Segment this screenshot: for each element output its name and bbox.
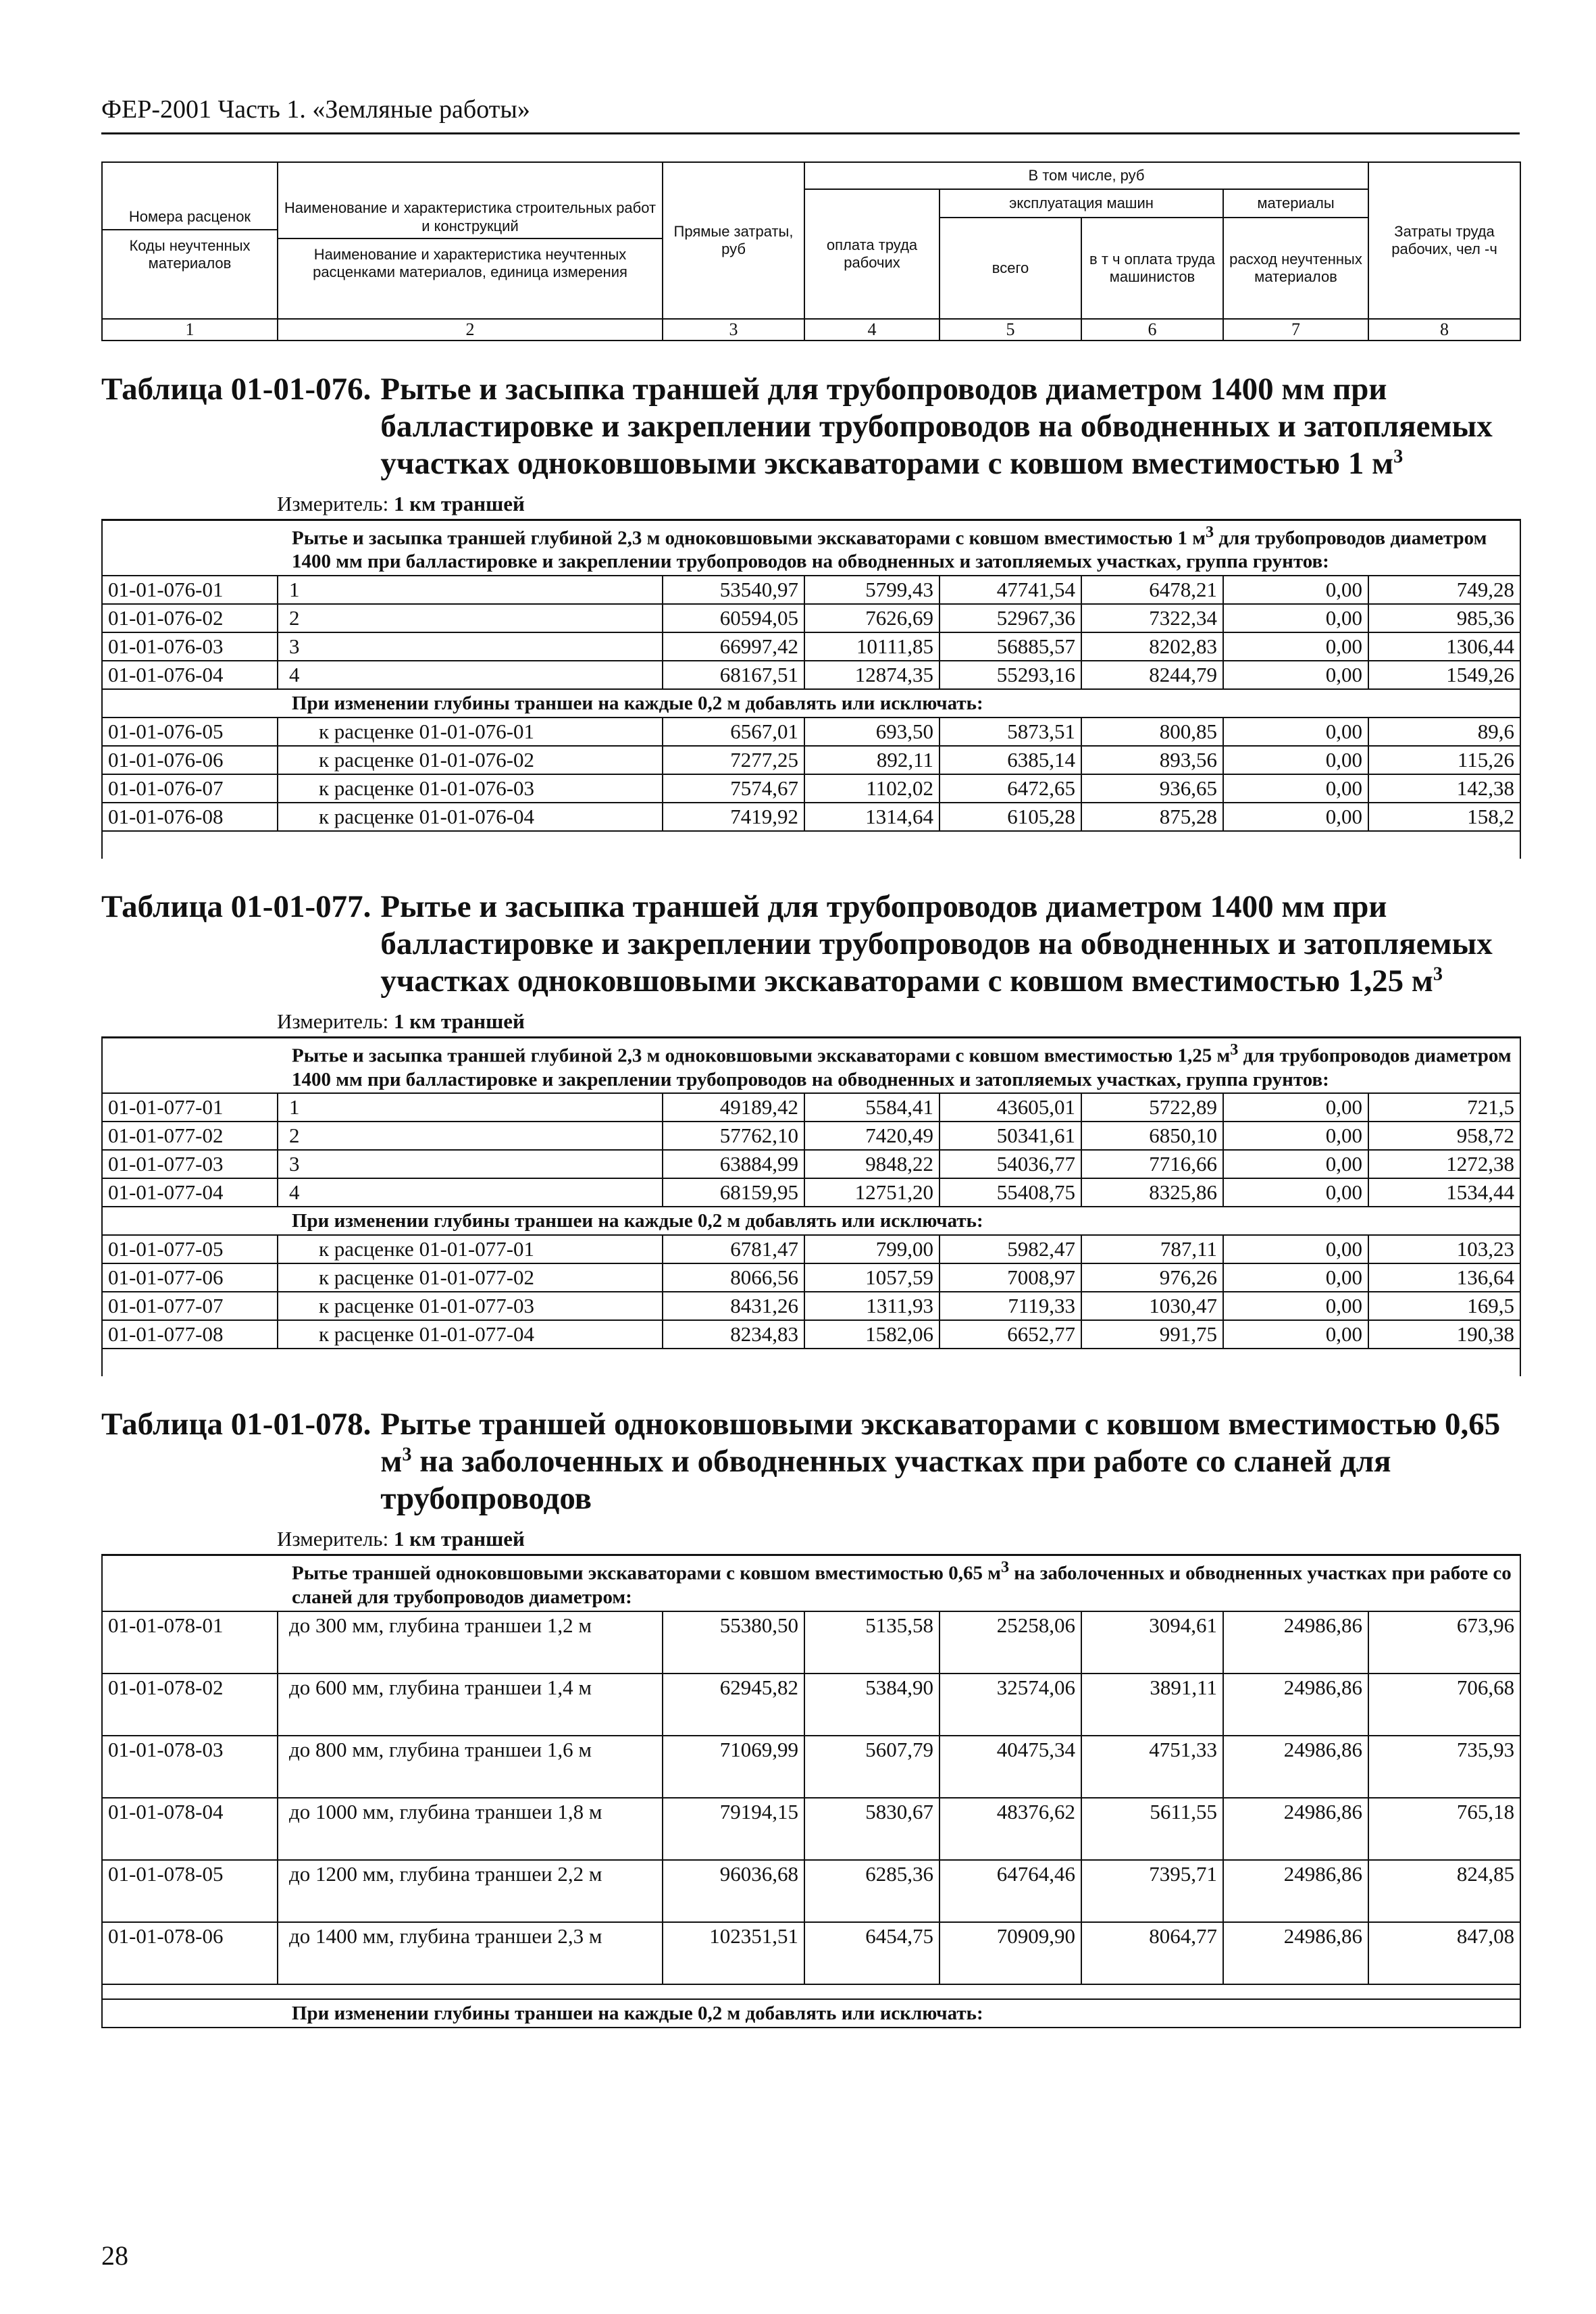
cell: 6478,21 [1081,576,1223,604]
cell: 71069,99 [663,1736,804,1798]
rate-table-section [101,1406,1520,2028]
cell: 0,00 [1223,774,1368,803]
cell: 2 [278,604,663,632]
table-row [102,803,1520,831]
cell: 1311,93 [804,1292,939,1320]
cell: 958,72 [1368,1122,1520,1150]
table-row [102,718,1520,746]
cell: 6105,28 [939,803,1081,831]
cell: 5611,55 [1081,1798,1223,1860]
cell: к расценке 01-01-077-04 [278,1320,663,1349]
table-row [102,604,1520,632]
cell: 976,26 [1081,1263,1223,1292]
cell: 68167,51 [663,661,804,689]
cell: к расценке 01-01-076-02 [278,746,663,774]
cell: 3 [278,632,663,661]
cell: 6385,14 [939,746,1081,774]
cell: 6454,75 [804,1922,939,1984]
cell: 7322,34 [1081,604,1223,632]
cell: 5584,41 [804,1093,939,1122]
cell: 79194,15 [663,1798,804,1860]
table-number: Таблица 01-01-078. [101,1407,371,1442]
cell: 0,00 [1223,632,1368,661]
cell: 5799,43 [804,576,939,604]
table-title [101,371,1520,482]
table-row [102,1292,1520,1320]
cell: 1314,64 [804,803,939,831]
cell: 66997,42 [663,632,804,661]
cell: 7277,25 [663,746,804,774]
cell: 5873,51 [939,718,1081,746]
cell: 824,85 [1368,1860,1520,1922]
table-row [102,576,1520,604]
header-direct-costs: Прямые затраты, руб [663,162,804,319]
cell: 142,38 [1368,774,1520,803]
running-header: ФЕР-2001 Часть 1. «Земляные работы» [101,95,1520,134]
cell: до 1000 мм, глубина траншеи 1,8 м [278,1798,663,1860]
cell: 9848,22 [804,1150,939,1178]
cell: 40475,34 [939,1736,1081,1798]
table-row [102,661,1520,689]
cell: 01-01-077-07 [102,1292,278,1320]
header-unaccounted-materials: расход неучтенных материалов [1223,218,1368,319]
cell: 89,6 [1368,718,1520,746]
cell: 3 [278,1150,663,1178]
cell: 12751,20 [804,1178,939,1207]
unit-of-measure: Измеритель: 1 км траншей [277,1527,525,1551]
cell: 55408,75 [939,1178,1081,1207]
rate-table-section [101,371,1520,859]
cell: 53540,97 [663,576,804,604]
cell: 01-01-076-08 [102,803,278,831]
cell: 25258,06 [939,1611,1081,1674]
header-machines: эксплуатация машин [939,189,1223,218]
cell: 48376,62 [939,1798,1081,1860]
header-materials: материалы [1223,189,1368,218]
cell: 1582,06 [804,1320,939,1349]
cell: 01-01-076-07 [102,774,278,803]
cell: 0,00 [1223,1292,1368,1320]
cell: 62945,82 [663,1674,804,1736]
rate-table-section [101,888,1520,1376]
cell: 8431,26 [663,1292,804,1320]
table-row [102,774,1520,803]
cell: 12874,35 [804,661,939,689]
cell: 1306,44 [1368,632,1520,661]
cell: 4751,33 [1081,1736,1223,1798]
cell: 0,00 [1223,576,1368,604]
header-labor-pay: оплата труда рабочих [804,189,939,319]
work-description-row [102,520,1520,576]
cell: 1 [278,1093,663,1122]
cell: 6652,77 [939,1320,1081,1349]
cell: до 800 мм, глубина траншеи 1,6 м [278,1736,663,1798]
cell: 64764,46 [939,1860,1081,1922]
cell: 6285,36 [804,1860,939,1922]
cell: к расценке 01-01-076-03 [278,774,663,803]
rates-table [101,1036,1521,1376]
table-row [102,1235,1520,1263]
table-row [102,746,1520,774]
cell: 0,00 [1223,1320,1368,1349]
cell: 0,00 [1223,746,1368,774]
cell: 01-01-076-01 [102,576,278,604]
cell: 892,11 [804,746,939,774]
table-name: Рытье траншей одноковшовыми экскаваторами с ковшом вместимостью 0,65 $м^3$ на заболоченных и обводненных участках при работе со сланей для трубопроводов [380,1407,1501,1517]
depth-change-note: При изменении глубины траншеи на каждые 0,2 м добавлять или исключать: [102,1999,1520,2028]
cell: 8234,83 [663,1320,804,1349]
cell: 01-01-078-05 [102,1860,278,1922]
cell: 0,00 [1223,1263,1368,1292]
cell: 63884,99 [663,1150,804,1178]
cell: 01-01-077-04 [102,1178,278,1207]
cell: 991,75 [1081,1320,1223,1349]
cell: 5722,89 [1081,1093,1223,1122]
cell: 0,00 [1223,803,1368,831]
cell: 7419,92 [663,803,804,831]
cell: 24986,86 [1223,1674,1368,1736]
depth-change-row [102,1999,1520,2028]
cell: 1272,38 [1368,1150,1520,1178]
table-row [102,1178,1520,1207]
document-page [101,95,1520,2028]
cell: 01-01-077-01 [102,1093,278,1122]
cell: 3891,11 [1081,1674,1223,1736]
cell: 1102,02 [804,774,939,803]
cell: 01-01-076-04 [102,661,278,689]
rates-table [101,519,1521,859]
cell: 787,11 [1081,1235,1223,1263]
cell: 0,00 [1223,1150,1368,1178]
cell: 693,50 [804,718,939,746]
cell: 1534,44 [1368,1178,1520,1207]
cell: 735,93 [1368,1736,1520,1798]
cell: 01-01-078-06 [102,1922,278,1984]
cell: к расценке 01-01-077-01 [278,1235,663,1263]
depth-change-note: При изменении глубины траншеи на каждые 0,2 м добавлять или исключать: [102,689,1520,718]
cell: 721,5 [1368,1093,1520,1122]
cell: к расценке 01-01-077-02 [278,1263,663,1292]
header-work-name: Наименование и характеристика строительных работ и конструкций Наименование и характеристика неучтенных расценками материалов, единица измерения [278,162,663,319]
cell: 5135,58 [804,1611,939,1674]
cell: 01-01-076-02 [102,604,278,632]
page-number: 28 [101,2240,128,2271]
cell: 01-01-077-03 [102,1150,278,1178]
table-title [101,888,1520,1000]
cell: 115,26 [1368,746,1520,774]
depth-change-row [102,1207,1520,1235]
cell: 3094,61 [1081,1611,1223,1674]
cell: 24986,86 [1223,1922,1368,1984]
cell: 01-01-076-06 [102,746,278,774]
cell: к расценке 01-01-076-04 [278,803,663,831]
cell: 4 [278,661,663,689]
table-row [102,1736,1520,1798]
cell: 169,5 [1368,1292,1520,1320]
header-machines-total: всего [939,218,1081,319]
header-operators-pay: в т ч оплата труда машинистов [1081,218,1223,319]
depth-change-row [102,689,1520,718]
table-row [102,1674,1520,1736]
cell: 01-01-076-03 [102,632,278,661]
table-row [102,1860,1520,1922]
column-numbers-row: 1 2 3 4 5 6 7 8 [102,319,1520,341]
table-name: Рытье и засыпка траншей для трубопроводов диаметром 1400 мм при балластировке и закреплении трубопроводов на обводненных и затопляемых участках одноковшовыми экскаваторами с ковшом вместимостью 1,25 $м^3$ [380,889,1493,999]
cell: 01-01-078-02 [102,1674,278,1736]
cell: 5384,90 [804,1674,939,1736]
cell: 6472,65 [939,774,1081,803]
cell: 1549,26 [1368,661,1520,689]
cell: 24986,86 [1223,1860,1368,1922]
cell: 60594,05 [663,604,804,632]
cell: 01-01-078-04 [102,1798,278,1860]
table-row [102,1150,1520,1178]
cell: 2 [278,1122,663,1150]
cell: до 1200 мм, глубина траншеи 2,2 м [278,1860,663,1922]
cell: 5830,67 [804,1798,939,1860]
cell: 01-01-077-08 [102,1320,278,1349]
cell: 4 [278,1178,663,1207]
cell: 8244,79 [1081,661,1223,689]
cell: 7395,71 [1081,1860,1223,1922]
depth-change-note: При изменении глубины траншеи на каждые 0,2 м добавлять или исключать: [102,1207,1520,1235]
table-name: Рытье и засыпка траншей для трубопроводов диаметром 1400 мм при балластировке и закреплении трубопроводов на обводненных и затопляемых участках одноковшовыми экскаваторами с ковшом вместимостью 1 $м^3$ [380,372,1493,481]
table-title [101,1406,1520,1517]
cell: 96036,68 [663,1860,804,1922]
cell: 706,68 [1368,1674,1520,1736]
cell: 0,00 [1223,718,1368,746]
work-description: Рытье траншей одноковшовыми экскаваторами с ковшом вместимостью 0,65 $м^3$ на заболоченных и обводненных участках при работе со сланей для трубопроводов диаметром: [102,1555,1520,1611]
cell: 0,00 [1223,604,1368,632]
unit-of-measure: Измеритель: 1 км траншей [277,1009,525,1034]
header-labor-cost: Затраты труда рабочих, чел -ч [1368,162,1520,319]
cell: 52967,36 [939,604,1081,632]
cell: 56885,57 [939,632,1081,661]
work-description: Рытье и засыпка траншей глубиной 2,3 м одноковшовыми экскаваторами с ковшом вместимостью 1,25 $м^3$ для трубопроводов диаметром 1400 мм при балластировке и закреплении трубопроводов на обводненных и затопляемых участках, группа грунтов: [102,1038,1520,1094]
cell: 0,00 [1223,1122,1368,1150]
cell: 673,96 [1368,1611,1520,1674]
cell: 7008,97 [939,1263,1081,1292]
cell: 24986,86 [1223,1736,1368,1798]
work-description-row [102,1038,1520,1094]
cell: 8325,86 [1081,1178,1223,1207]
cell: 7420,49 [804,1122,939,1150]
cell: до 300 мм, глубина траншеи 1,2 м [278,1611,663,1674]
cell: 7716,66 [1081,1150,1223,1178]
column-header-table [101,161,1521,341]
cell: 49189,42 [663,1093,804,1122]
rates-table [101,1554,1521,2028]
cell: 0,00 [1223,661,1368,689]
cell: 936,65 [1081,774,1223,803]
cell: 875,28 [1081,803,1223,831]
header-including: В том числе, руб [804,162,1368,189]
cell: 8202,83 [1081,632,1223,661]
cell: 57762,10 [663,1122,804,1150]
cell: 47741,54 [939,576,1081,604]
cell: до 600 мм, глубина траншеи 1,4 м [278,1674,663,1736]
table-number: Таблица 01-01-077. [101,889,371,925]
cell: 765,18 [1368,1798,1520,1860]
cell: 0,00 [1223,1093,1368,1122]
table-row [102,1320,1520,1349]
cell: 8066,56 [663,1263,804,1292]
cell: 0,00 [1223,1235,1368,1263]
table-row [102,1093,1520,1122]
work-description-row [102,1555,1520,1611]
cell: 1 [278,576,663,604]
table-row [102,1263,1520,1292]
cell: 7626,69 [804,604,939,632]
cell: 1030,47 [1081,1292,1223,1320]
cell: 10111,85 [804,632,939,661]
cell: 5982,47 [939,1235,1081,1263]
cell: 7574,67 [663,774,804,803]
work-description: Рытье и засыпка траншей глубиной 2,3 м одноковшовыми экскаваторами с ковшом вместимостью 1 $м^3$ для трубопроводов диаметром 1400 мм при балластировке и закреплении трубопроводов на обводненных и затопляемых участках, группа грунтов: [102,520,1520,576]
table-row [102,632,1520,661]
cell: 50341,61 [939,1122,1081,1150]
cell: 24986,86 [1223,1798,1368,1860]
cell: 68159,95 [663,1178,804,1207]
cell: 5607,79 [804,1736,939,1798]
unit-of-measure: Измеритель: 1 км траншей [277,491,525,515]
cell: 55293,16 [939,661,1081,689]
cell: 01-01-076-05 [102,718,278,746]
cell: 01-01-077-05 [102,1235,278,1263]
cell: 6781,47 [663,1235,804,1263]
cell: 102351,51 [663,1922,804,1984]
cell: 43605,01 [939,1093,1081,1122]
cell: 7119,33 [939,1292,1081,1320]
cell: 55380,50 [663,1611,804,1674]
cell: 0,00 [1223,1178,1368,1207]
cell: к расценке 01-01-077-03 [278,1292,663,1320]
table-row [102,1611,1520,1674]
table-row [102,1122,1520,1150]
cell: 54036,77 [939,1150,1081,1178]
cell: 1057,59 [804,1263,939,1292]
cell: 847,08 [1368,1922,1520,1984]
cell: 70909,90 [939,1922,1081,1984]
cell: 01-01-077-06 [102,1263,278,1292]
cell: 799,00 [804,1235,939,1263]
cell: 985,36 [1368,604,1520,632]
cell: 749,28 [1368,576,1520,604]
cell: к расценке 01-01-076-01 [278,718,663,746]
table-row [102,1798,1520,1860]
cell: 01-01-078-03 [102,1736,278,1798]
cell: 24986,86 [1223,1611,1368,1674]
cell: 158,2 [1368,803,1520,831]
cell: 136,64 [1368,1263,1520,1292]
header-rates: Номера расценок Коды неучтенных материалов [102,162,278,319]
cell: 32574,06 [939,1674,1081,1736]
cell: до 1400 мм, глубина траншеи 2,3 м [278,1922,663,1984]
cell: 190,38 [1368,1320,1520,1349]
table-row [102,1922,1520,1984]
cell: 893,56 [1081,746,1223,774]
table-number: Таблица 01-01-076. [101,372,371,407]
cell: 01-01-078-01 [102,1611,278,1674]
cell: 6567,01 [663,718,804,746]
cell: 6850,10 [1081,1122,1223,1150]
cell: 8064,77 [1081,1922,1223,1984]
cell: 800,85 [1081,718,1223,746]
cell: 01-01-077-02 [102,1122,278,1150]
cell: 103,23 [1368,1235,1520,1263]
